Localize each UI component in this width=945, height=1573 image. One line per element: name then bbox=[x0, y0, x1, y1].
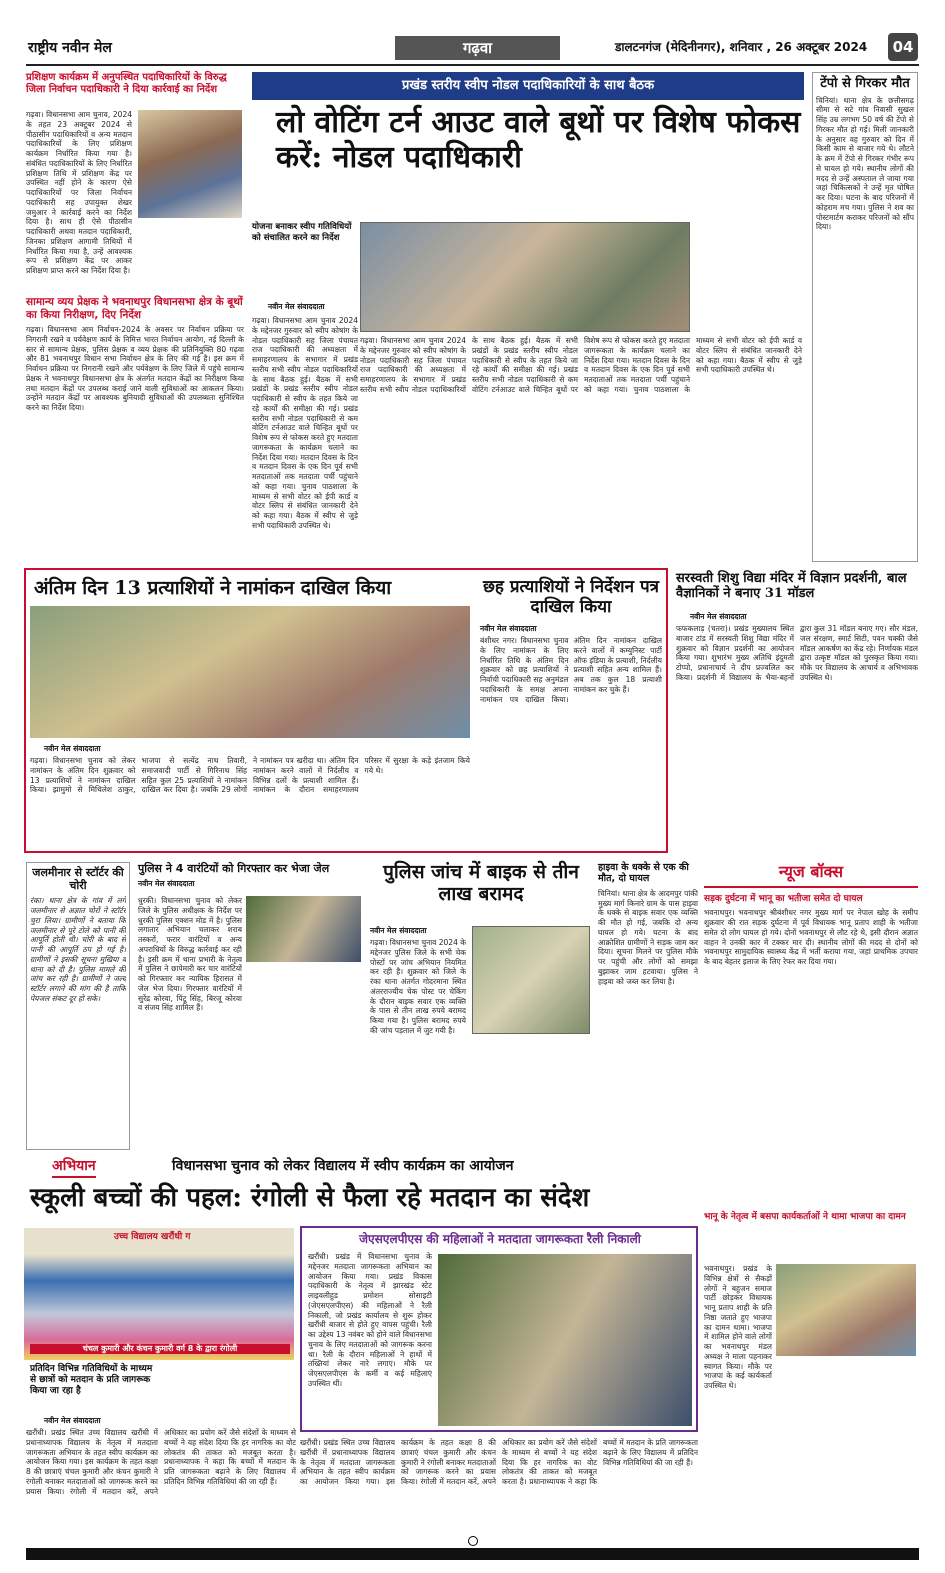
bike-story bbox=[370, 862, 592, 1152]
page-number: 04 bbox=[888, 33, 918, 61]
campaign-headline: स्कूली बच्चों की पहल: रंगोली से फैला रहे मतदान का संदेश bbox=[30, 1183, 590, 1213]
masthead-rule bbox=[26, 64, 919, 66]
training-body: गढ़वा। विधानसभा आम चुनाव, 2024 के तहत 23 अक्टूबर 2024 से पीठासीन पदाधिकारियों व अन्य मतदान पदाधिकारियों के लिए प्रशिक्षण कार्यक्रम निर्धारित किया गया है। संबंधित पदाधिकारियों के लिए निर्धारित प्रशिक्षण तिथि में प्रशिक्षण केंद्र पर उपस्थित नहीं होने के कारण ऐसे पदाधिकारियों पर जिला निर्वाचन पदाधिकारी सह उपायुक्त शेखर जमुआर ने कार्रवाई करने का निर्देश दिया है। साथ ही ऐसे पीठासीन पदाधिकारी अथवा मतदान पदाधिकारी, जिनका प्रशिक्षण आगामी तिथियों में निर्धारित किया गया है, उन्हें आवश्यक रूप से प्रशिक्षण केंद्र पर आकर प्रशिक्षण प्राप्त करने का निर्देश दिया है। bbox=[26, 110, 132, 275]
tempo-body: चिनियां। थाना क्षेत्र के छत्तीसगढ़ सीमा से सटे गांव निवासी सुखल सिंह उम्र लगभग 50 वर्ष की टेंपो से गिरकर मौत हो गई। मिली जानकारी के अनुसार वह गुरुवार को दिन में किसी काम से बाजार गये थे। लौटने के क्रम में टेंपो से गिरकर गंभीर रूप से घायल हो गये। स्थानीय लोगों की मदद से उन्हें अस्पताल ले जाया गया जहां चिकित्सकों ने उन्हें मृत घोषित कर दिया। घटना के बाद परिजनों में कोहराम मच गया। पुलिस ने शव का पोस्टमार्टम कराकर परिजनों को सौंप दिया। bbox=[816, 95, 914, 232]
bike-byline: नवीन मेल संवाददाता bbox=[370, 926, 427, 935]
cash-photo bbox=[472, 926, 590, 1034]
warrant-body: धुरकी। विधानसभा चुनाव को लेकर जिले के पुलिस अधीक्षक के निर्देश पर धुरकी पुलिस एक्शन मोड में है। पुलिस लगातार अभियान चलाकर शराब तस्करों, फरार वारंटियों व अन्य अपराधियों के विरुद्ध कार्रवाई कर रही है। इसी क्रम में थाना प्रभारी के नेतृत्व में पुलिस ने छापेमारी कर चार वारंटियों को गिरफ्तार कर न्यायिक हिरासत में जेल भेज दिया। गिरफ्तार वारंटियों में सुरेंद्र कोरवा, पिंटू सिंह, बिरजू कोरवा व संजय सिंह शामिल हैं। bbox=[138, 896, 242, 1013]
rangoli-photo bbox=[24, 1228, 294, 1360]
nomination-photo bbox=[30, 606, 470, 738]
school-board: उच्च विद्यालय खरौंधी ग bbox=[114, 1232, 191, 1242]
jalminar-story bbox=[26, 862, 130, 1150]
tempo-story bbox=[812, 72, 918, 562]
highway-body: चिनियां। थाना क्षेत्र के आदमपुर पांकी मुख्य मार्ग किनारे ग्राम के पास हाइवा के धक्के से बाइक सवार एक व्यक्ति की मौत हो गई, जबकि दो अन्य घायल हो गये। घटना के बाद आक्रोशित ग्रामीणों ने सड़क जाम कर दिया। सूचना मिलने पर पुलिस मौके पर पहुंची और लोगों को समझा बुझाकर जाम हटवाया। पुलिस ने हाइवा को जब्त कर लिया है। bbox=[598, 888, 698, 986]
jslps-body: खरौंधी। प्रखंड में विधानसभा चुनाव के मद्देनजर मतदाता जागरूकता अभियान का आयोजन किया गया। प्रखंड विकास पदाधिकारी के नेतृत्व में झारखंड स्टेट लाइवलीहुड प्रमोशन सोसाइटी (जेएसएलपीएस) की महिलाओं ने रैली निकाली, जो प्रखंड कार्यालय से शुरू होकर खरौंधी बाजार से होते हुए वापस पहुंची। रैली का उद्देश्य 13 नवंबर को होने वाले विधानसभा चुनाव के लिए मतदाताओं को जागरूक करना था। रैली के दौरान महिलाओं ने हाथों में तख्तियां लेकर नारे लगाए। मौके पर जेएसएलपीएस के कर्मी व कई महिलाएं उपस्थित थीं। bbox=[308, 1252, 432, 1388]
bike-body: गढ़वा। विधानसभा चुनाव 2024 के मद्देनजर पुलिस जिले के सभी चेक पोस्टों पर जांच अभियान नियमित कर रही है। शुक्रवार को जिले के रंका थाना अंतर्गत गोदरमाना स्थित अंतरराज्यीय चेक पोस्ट पर चेकिंग के दौरान बाइक सवार एक व्यक्ति के पास से तीन लाख रुपये बरामद किया गया है। पुलिस बरामद रुपये की जांच पड़ताल में जुट गयी है। bbox=[370, 938, 466, 1035]
warrant-byline: नवीन मेल संवाददाता bbox=[138, 879, 195, 889]
nomination13-headline: अंतिम दिन 13 प्रत्याशियों ने नामांकन दाखिल किया bbox=[34, 577, 392, 599]
news-item1-headline: सड़क दुर्घटना में भानू का भतीजा समेत दो घायल bbox=[704, 894, 863, 904]
meeting-byline: नवीन मेल संवाददाता bbox=[268, 302, 325, 311]
campaign-banner: विधानसभा चुनाव को लेकर विद्यालय में स्वीप कार्यक्रम का आयोजन bbox=[172, 1158, 514, 1174]
training-story bbox=[26, 72, 244, 292]
meeting-body: गढ़वा। विधानसभा आम चुनाव 2024 के मद्देनजर गुरुवार को स्वीप कोषांग के नोडल पदाधिकारी सह जिला पंचायत राज पदाधिकारी की अध्यक्षता में समाहरणालय के सभागार में प्रखंड स्तरीय सभी स्वीप नोडल पदाधिकारियों के साथ बैठक हुई। बैठक में सभी प्रखंडों के प्रखंड स्तरीय स्वीप नोडल पदाधिकारी से स्वीप के तहत किये जा रहे कार्यों की समीक्षा की गई। प्रखंड स्तरीय सभी नोडल पदाधिकारी से कम वोटिंग टर्नआउट वाले चिन्हित बूथों पर विशेष रूप से फोकस करते हुए मतदाता जागरूकता के कार्यक्रम चलाने का निर्देश दिया गया। मतदान दिवस के दिन व मतदान दिवस के एक दिन पूर्व सभी मतदाताओं तक मतदाता पर्ची पहुंचाने को कहा गया। चुनाव पाठशाला के माध्यम से सभी वोटर को ईपी कार्ड व वोटर स्लिप से संबंधित जानकारी देने को कहा गया। बैठक में स्वीप से जुड़े सभी पदाधिकारी उपस्थित थे। bbox=[252, 316, 358, 530]
training-headline: प्रशिक्षण कार्यक्रम में अनुपस्थित पदाधिकारियों के विरुद्ध जिला निर्वाचन पदाधिकारी ने दिया कार्रवाई का निर्देश bbox=[26, 72, 227, 95]
highway-story bbox=[598, 862, 698, 1152]
warrant-story bbox=[138, 862, 363, 1152]
campaign-label: अभियान bbox=[52, 1158, 96, 1178]
nomination6-headline: छह प्रत्याशियों ने निर्देशन पत्र दाखिल किया bbox=[482, 577, 660, 617]
news-item1-body: भवनाथपुर। भवनाथपुर श्रीबंशीधर नगर मुख्य मार्ग पर नेपाल खोह के समीप शुक्रवार की रात सड़क दुर्घटना में पूर्व विधायक भानू प्रताप शाही के भतीजा समेत दो लोग घायल हो गये। दोनों भवनाथपुर से लौट रहे थे, इसी दौरान अज्ञात वाहन ने उनकी कार में टक्कर मार दी। स्थानीय लोगों की मदद से दोनों को भवनाथपुर सामुदायिक स्वास्थ्य केंद्र में भर्ती कराया गया, जहां प्राथमिक उपचार के बाद बेहतर इलाज के लिए रेफर कर दिया गया। bbox=[704, 908, 918, 966]
jalminar-headline: जलमीनार से स्टॉर्टर की चोरी bbox=[32, 866, 124, 893]
tempo-headline: टेंपो से गिरकर मौत bbox=[820, 76, 910, 91]
nomination6-body: बंशीधर नगर। विधानसभा चुनाव के लिए नामांकन के लिए निर्धारित तिथि के अंतिम दिन शुक्रवार को छह प्रत्याशियों ने निर्वाची पदाधिकारी सह अनुमंडल पदाधिकारी के समक्ष अपना नामांकन पत्र दाखिल किया। अंतिम दिन नामांकन दाखिल करने वालों में कम्युनिस्ट पार्टी ऑफ इंडिया के प्रत्याशी, निर्दलीय प्रत्याशी सहित अन्य शामिल हैं। अब तक कुल 18 प्रत्याशी नामांकन कर चुके हैं। bbox=[480, 636, 662, 704]
jslps-headline: जेएसएलपीएस की महिलाओं ने मतदाता जागरूकता रैली निकाली bbox=[359, 1232, 641, 1246]
science-body: फफकलाड़ (चतरा)। प्रखंड मुख्यालय स्थित बाजार टांड में सरस्वती शिशु विद्या मंदिर में शुक्रवार को विज्ञान प्रदर्शनी का आयोजन किया गया। शुभारंभ मुख्य अतिथि इंदुमती टोप्पो, प्रधानाचार्य ने दीप प्रज्वलित कर किया। प्रदर्शनी में विद्यालय के भैया-बहनों द्वारा कुल 31 मॉडल बनाए गए। सौर मंडल, जल संरक्षण, स्मार्ट सिटी, पवन चक्की जैसे मॉडल आकर्षण का केंद्र रहे। निर्णायक मंडल द्वारा उत्कृष्ट मॉडल को पुरस्कृत किया गया। मौके पर विद्यालय के आचार्य व अभिभावक उपस्थित थे। bbox=[676, 624, 918, 682]
news-item2-headline: भानू के नेतृत्व में बसपा कार्यकर्ताओं ने थामा भाजपा का दामन bbox=[704, 1212, 906, 1223]
warrant-photo bbox=[246, 896, 361, 962]
meeting-banner: प्रखंड स्तरीय स्वीप नोडल पदाधिकारियों के साथ बैठक bbox=[252, 72, 804, 100]
campaign-body: खरौंधी। प्रखंड स्थित उच्च विद्यालय खरौंधी में प्रधानाध्यापक विद्यालय के नेतृत्व में मतदाता जागरूकता अभियान के तहत स्वीप कार्यक्रम का आयोजन किया गया। इस कार्यक्रम के तहत कक्षा 8 की छात्राएं चंचल कुमारी और कंचन कुमारी ने रंगोली बनाकर मतदाताओं को जागरूक करने का प्रयास किया। रंगोली में मतदान करें, अपने अधिकार का प्रयोग करें जैसे संदेशों के माध्यम से बच्चों ने यह संदेश दिया कि हर नागरिक का वोट लोकतंत्र की ताकत को मजबूत करता है। प्रधानाध्यापक ने कहा कि बच्चों में मतदान के प्रति जागरूकता बढ़ाने के लिए विद्यालय में प्रतिदिन विभिन्न गतिविधियां की जा रही हैं। bbox=[26, 1428, 296, 1496]
meeting-subhead: योजना बनाकर स्वीप गतिविधियों को संचालित करने का निर्देश bbox=[252, 222, 352, 243]
nomination13-body: गढ़वा। विधानसभा चुनाव को लेकर नामांकन के अंतिम दिन शुक्रवार को 13 प्रत्याशियों ने नामांकन दाखिल किया। झामुमो से मिथिलेश ठाकुर, भाजपा से सत्येंद्र नाथ तिवारी, समाजवादी पार्टी से गिरिनाथ सिंह सहित कुल 25 प्रत्याशियों ने नामांकन दाखिल कर दिया है। जबकि 29 लोगों ने नामांकन पत्र खरीदा था। अंतिम दिन नामांकन करने वालों में निर्दलीय व विभिन्न दलों के प्रत्याशी शामिल हैं। नामांकन के दौरान समाहरणालय परिसर में सुरक्षा के कड़े इंतजाम किये गये थे। bbox=[30, 756, 470, 795]
campaign-byline: नवीन मेल संवाददाता bbox=[44, 1416, 101, 1425]
science-byline: नवीन मेल संवाददाता bbox=[690, 612, 747, 621]
meeting-photo bbox=[360, 222, 690, 332]
observer-body: गढ़वा। विधानसभा आम निर्वाचन-2024 के अवसर पर निर्वाचन प्रक्रिया पर निगरानी रखने व पर्यवेक्षण कार्य के निमित्त भारत निर्वाचन आयोग, नई दिल्ली के स्तर से सामान्य प्रेक्षक, पुलिस प्रेक्षक व व्यय प्रेक्षक की प्रतिनियुक्ति 80 गढ़वा और 81 भवनाथपुर विधान सभा निर्वाचन क्षेत्र के लिए की गई है। इस क्रम में निर्वाचन प्रक्रिया पर निगरानी रखने और पर्यवेक्षण के लिए जिले में पहुंचे सामान्य प्रेक्षक ने भवनाथपुर विधानसभा क्षेत्र के अंतर्गत मतदान केंद्रों का निरीक्षण किया तथा मतदान केंद्रों पर उपलब्ध कराई जाने वाली सुविधाओं का आकलन किया। उन्होंने मतदान केंद्रों पर आवश्यक बुनियादी सुविधाओं की उपलब्धता सुनिश्चित करने का निर्देश दिया। bbox=[26, 325, 244, 413]
paper-name: राष्ट्रीय नवीन मेल bbox=[28, 40, 112, 56]
news-box bbox=[704, 862, 918, 1546]
observer-story bbox=[26, 296, 244, 562]
bsp-join-photo bbox=[776, 1264, 916, 1356]
news-item2-body: भवनाथपुर। प्रखंड के विभिन्न क्षेत्रों से सैकड़ों लोगों ने बहुजन समाज पार्टी छोड़कर विधायक भानू प्रताप शाही के प्रति निष्ठा जताते हुए भाजपा का दामन थामा। भाजपा में शामिल होने वाले लोगों का भवनाथपुर मंडल अध्यक्ष ने माला पहनाकर स्वागत किया। मौके पर भाजपा के कई कार्यकर्ता उपस्थित थे। bbox=[704, 1264, 772, 1390]
highway-headline: हाइवा के धक्के से एक की मौत, दो घायल bbox=[598, 862, 689, 885]
bike-headline: पुलिस जांच में बाइक से तीन लाख बरामद bbox=[383, 861, 579, 905]
jslps-body-cont: खरौंधी। प्रखंड स्थित उच्च विद्यालय खरौंधी में प्रधानाध्यापक विद्यालय के नेतृत्व में मतदाता जागरूकता अभियान के तहत स्वीप कार्यक्रम का आयोजन किया गया। इस कार्यक्रम के तहत कक्षा 8 की छात्राएं चंचल कुमारी और कंचन कुमारी ने रंगोली बनाकर मतदाताओं को जागरूक करने का प्रयास किया। रंगोली में मतदान करें, अपने अधिकार का प्रयोग करें जैसे संदेशों के माध्यम से बच्चों ने यह संदेश दिया कि हर नागरिक का वोट लोकतंत्र की ताकत को मजबूत करता है। प्रधानाध्यापक ने कहा कि बच्चों में मतदान के प्रति जागरूकता बढ़ाने के लिए विद्यालय में प्रतिदिन विभिन्न गतिविधियां की जा रही हैं। bbox=[300, 1438, 698, 1486]
nomination6-byline: नवीन मेल संवाददाता bbox=[480, 624, 537, 633]
meeting-headline: लो वोटिंग टर्न आउट वाले बूथों पर विशेष फोकस करें: नोडल पदाधिकारी bbox=[276, 105, 801, 175]
rally-photo bbox=[438, 1254, 692, 1426]
news-box-title: न्यूज बॉक्स bbox=[704, 862, 918, 888]
science-headline: सरस्वती शिशु विद्या मंदिर में विज्ञान प्रदर्शनी, बाल वैज्ञानिकों ने बनाए 31 मॉडल bbox=[676, 571, 907, 601]
observer-headline: सामान्य व्यय प्रेक्षक ने भवनाथपुर विधानसभा क्षेत्र के बूथों का किया निरीक्षण, दिए निर्देश bbox=[26, 296, 243, 321]
nomination13-byline: नवीन मेल संवाददाता bbox=[44, 744, 101, 753]
campaign-subhead: प्रतिदिन विभिन्न गतिविधियों के माध्यम से छात्रों को मतदान के प्रति जागरूक किया जा रहा है bbox=[30, 1364, 153, 1396]
registration-marks bbox=[26, 1536, 919, 1546]
officer-photo bbox=[138, 110, 242, 218]
footer-bar bbox=[26, 1548, 919, 1560]
registration-mark bbox=[468, 1536, 478, 1546]
warrant-headline: पुलिस ने 4 वारंटियों को गिरफ्तार कर भेजा जेल bbox=[138, 862, 330, 875]
jalminar-body: रंका। थाना क्षेत्र के गांव में लगे जलमीनार से अज्ञात चोरों ने स्टॉर्टर चुरा लिया। ग्रामीणों ने बताया कि जलमीनार से पूरे टोले को पानी की आपूर्ति होती थी। चोरी के बाद से पानी की आपूर्ति ठप हो गई है। ग्रामीणों ने इसकी सूचना मुखिया व थाना को दी है। पुलिस मामले की जांच कर रही है। ग्रामीणों ने जल्द स्टॉर्टर लगाने की मांग की है ताकि पेयजल संकट दूर हो सके। bbox=[30, 896, 126, 1003]
meeting-body-cont: गढ़वा। विधानसभा आम चुनाव 2024 के मद्देनजर गुरुवार को स्वीप कोषांग के नोडल पदाधिकारी सह जिला पंचायत राज पदाधिकारी की अध्यक्षता में समाहरणालय के सभागार में प्रखंड स्तरीय सभी स्वीप नोडल पदाधिकारियों के साथ बैठक हुई। बैठक में सभी प्रखंडों के प्रखंड स्तरीय स्वीप नोडल पदाधिकारी से स्वीप के तहत किये जा रहे कार्यों की समीक्षा की गई। प्रखंड स्तरीय सभी नोडल पदाधिकारी से कम वोटिंग टर्नआउट वाले चिन्हित बूथों पर विशेष रूप से फोकस करते हुए मतदाता जागरूकता के कार्यक्रम चलाने का निर्देश दिया गया। मतदान दिवस के दिन व मतदान दिवस के एक दिन पूर्व सभी मतदाताओं तक मतदाता पर्ची पहुंचाने को कहा गया। चुनाव पाठशाला के माध्यम से सभी वोटर को ईपी कार्ड व वोटर स्लिप से संबंधित जानकारी देने को कहा गया। बैठक में स्वीप से जुड़े सभी पदाधिकारी उपस्थित थे। bbox=[360, 336, 802, 394]
rangoli-caption: चंचल कुमारी और कंचन कुमारी वर्ग 8 के द्वारा रंगोली bbox=[30, 1344, 290, 1354]
section-title: गढ़वा bbox=[395, 36, 560, 60]
dateline: डालटनगंज (मेदिनीनगर), शनिवार , 26 अक्टूबर 2024 bbox=[615, 40, 868, 54]
